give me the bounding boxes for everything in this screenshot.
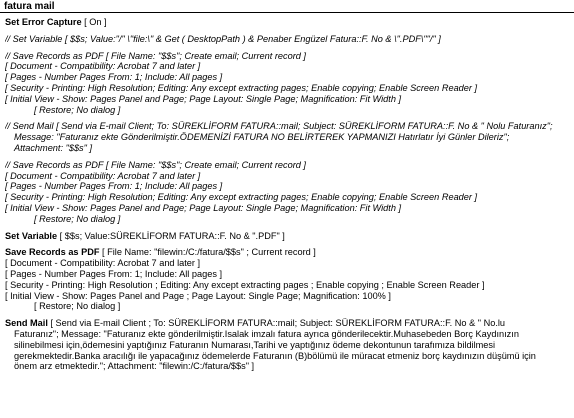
step-keyword: Set Error Capture xyxy=(5,17,82,27)
step-parameters: [ Initial View - Show: Pages Panel and Page; Page Layout: Single Page; Magnification: Fit Width ] xyxy=(5,202,402,213)
script-step-send-mail-1[interactable] xyxy=(5,121,569,153)
step-parameters: [ Security - Printing: High Resolution; Editing: Any except extracting pages; Enable copying; Enable Screen Reader ] xyxy=(5,82,478,93)
script-step-line xyxy=(5,329,569,340)
script-step-send-mail-2[interactable] xyxy=(5,318,569,372)
script-step-line xyxy=(5,291,569,302)
step-parameters: [ On ] xyxy=(81,17,107,27)
script-step-line xyxy=(5,181,569,192)
step-parameters: [ Document - Compatibility: Acrobat 7 and later ] xyxy=(5,61,201,72)
step-parameters: [ Document - Compatibility: Acrobat 7 and later ] xyxy=(5,170,201,181)
script-step-line xyxy=(5,61,569,72)
step-parameters: önem arz etmektedir."; Attachment: "filewin:/C:/fatura/$$s" ] xyxy=(14,361,255,372)
script-step-line xyxy=(5,269,569,280)
step-parameters: [ Document - Compatibility: Acrobat 7 and later ] xyxy=(5,258,201,269)
script-step-line xyxy=(5,105,569,116)
step-parameters: Faturanız"; Message: "Faturanız ekte gönderilmiştir.Isalak imzalı fatura ayrıca gönderilecektir.Muhasebeden Borç Kaydınızın xyxy=(14,328,519,339)
step-parameters: // Save Records as PDF [ File Name: "$$s"; Create email; Current record ] xyxy=(5,159,306,170)
window-title: fatura mail xyxy=(0,0,574,13)
step-parameters: [ Restore; No dialog ] xyxy=(34,213,121,224)
script-step-line xyxy=(5,83,569,94)
step-parameters: [ Initial View - Show: Pages Panel and Page; Page Layout: Single Page; Magnification: Fit Width ] xyxy=(5,93,402,104)
step-parameters: [ Security - Printing: High Resolution ; Editing: Any except extracting pages ; Enable copying ; Enable Screen Reader ] xyxy=(5,279,485,290)
script-step-save-records-1[interactable] xyxy=(5,51,569,116)
script-step-line xyxy=(5,258,569,269)
script-step-line xyxy=(5,17,569,28)
script-step-save-records-3[interactable] xyxy=(5,247,569,312)
script-steps-list xyxy=(5,17,569,372)
script-step-line xyxy=(5,143,569,154)
step-parameters: [ Send via E-mail Client ; To: SÜREKLİFORM FATURA::mail; Subject: SÜREKLİFORM FATURA::F. No & " No.lu xyxy=(47,318,506,329)
script-step-line xyxy=(5,132,569,143)
step-parameters: [ Pages - Number Pages From: 1; Include: All pages ] xyxy=(5,268,223,279)
step-parameters: gerekmektedir.Banka aracılığı ile yapacağınız ödemelerde Faturanın (B)bölümü ile müracat etmeniz borç kaydınızın düşümü için xyxy=(14,350,536,361)
step-parameters: [ Pages - Number Pages From: 1; Include: All pages ] xyxy=(5,181,223,192)
script-step-set-variable-1[interactable] xyxy=(5,34,569,45)
script-step-line xyxy=(5,203,569,214)
step-parameters: Attachment: "$$s" ] xyxy=(14,142,93,153)
step-parameters: silinebilmesi için,ödemesini yaptığınız Faturanın Numarası,Tarihi ve yaptığınız ödeme dekontunun tarafımıza bildilmesi xyxy=(14,339,496,350)
script-step-line xyxy=(5,34,569,45)
script-step-line xyxy=(5,318,569,329)
script-step-line xyxy=(5,351,569,362)
script-step-line xyxy=(5,361,569,372)
step-keyword: Save Records as PDF xyxy=(5,247,100,258)
step-parameters: [ Restore; No dialog ] xyxy=(34,104,121,115)
step-parameters: [ Restore; No dialog ] xyxy=(34,301,121,312)
step-parameters: // Save Records as PDF [ File Name: "$$s"; Create email; Current record ] xyxy=(5,50,306,61)
step-parameters: // Set Variable [ $$s; Value:"/" \"file:\" & Get ( DesktopPath ) & Penaber Engüzel Fatura::F. No & \".PDF\""/" ] xyxy=(5,33,441,44)
script-step-line xyxy=(5,72,569,83)
script-step-line xyxy=(5,214,569,225)
script-step-line xyxy=(5,160,569,171)
step-parameters: [ Initial View - Show: Pages Panel and Page ; Page Layout: Single Page; Magnification: 100% ] xyxy=(5,290,391,301)
step-parameters: [ File Name: "filewin:/C:/fatura/$$s" ; Current record ] xyxy=(99,247,316,258)
script-step-line xyxy=(5,340,569,351)
step-parameters: [ Security - Printing: High Resolution; Editing: Any except extracting pages; Enable copying; Enable Screen Reader ] xyxy=(5,192,478,203)
script-step-set-error-capture[interactable] xyxy=(5,17,569,28)
script-step-line xyxy=(5,192,569,203)
script-step-line xyxy=(5,301,569,312)
script-step-line xyxy=(5,231,569,242)
script-step-line xyxy=(5,94,569,105)
step-parameters: Message: "Faturanız ekte Gönderilmiştir.ÖDEMENİZİ FATURA NO BELİRTEREK YAPMANIZI Hatırlatır İyi Günler Dileriz"; xyxy=(14,132,510,143)
script-step-line xyxy=(5,121,569,132)
script-step-save-records-2[interactable] xyxy=(5,160,569,225)
step-keyword: Send Mail xyxy=(5,318,48,329)
script-step-set-variable-2[interactable] xyxy=(5,231,569,242)
script-step-line xyxy=(5,280,569,291)
step-parameters: [ $$s; Value:SÜREKLİFORM FATURA::F. No & ".PDF" ] xyxy=(57,230,285,241)
script-step-line xyxy=(5,171,569,182)
step-parameters: // Send Mail [ Send via E-mail Client; To: SÜREKLİFORM FATURA::mail; Subject: SÜREKLİFORM FATURA::F. No & " Nolu Faturanız"; xyxy=(5,121,553,132)
step-parameters: [ Pages - Number Pages From: 1; Include: All pages ] xyxy=(5,72,223,83)
step-keyword: Set Variable xyxy=(5,230,58,241)
script-step-line xyxy=(5,51,569,62)
script-step-line xyxy=(5,247,569,258)
